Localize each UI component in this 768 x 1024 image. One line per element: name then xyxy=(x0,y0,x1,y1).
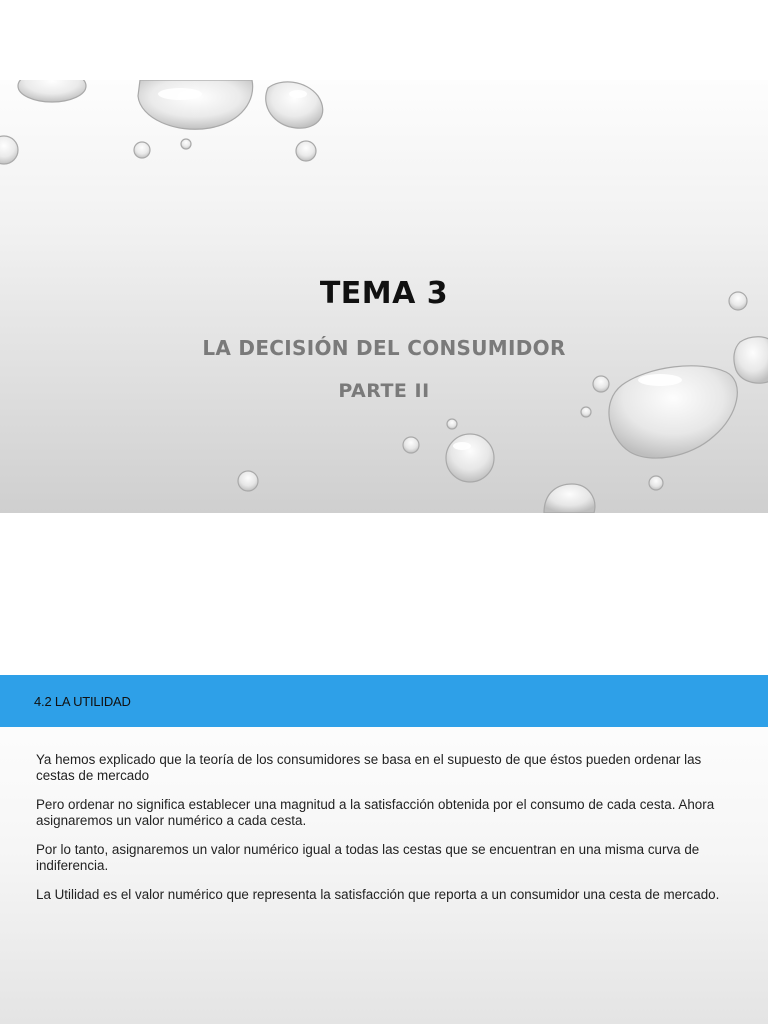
paragraph: Pero ordenar no significa establecer una magnitud a la satisfacción obtenida por el consumo de cada cesta. Ahora asignaremos un valor numérico a cada cesta. xyxy=(36,797,715,828)
section-header-bar xyxy=(0,675,768,727)
section-title: 4.2 LA UTILIDAD xyxy=(34,694,131,709)
paragraph: La Utilidad es el valor numérico que representa la satisfacción que reporta a un consumidor una cesta de mercado. xyxy=(36,887,720,902)
slide-body xyxy=(36,752,736,916)
slide-title: TEMA 3 xyxy=(319,276,449,311)
paragraph: Ya hemos explicado que la teoría de los consumidores se basa en el supuesto de que éstos pueden ordenar las cestas de mercado xyxy=(36,752,702,783)
paragraph: Por lo tanto, asignaremos un valor numérico igual a todas las cestas que se encuentran en una misma curva de indiferencia. xyxy=(36,842,700,873)
slide-part-label: PARTE II xyxy=(338,380,430,402)
slide-subtitle: LA DECISIÓN DEL CONSUMIDOR xyxy=(202,336,566,360)
content-slide xyxy=(0,675,768,1024)
title-slide xyxy=(0,80,768,513)
